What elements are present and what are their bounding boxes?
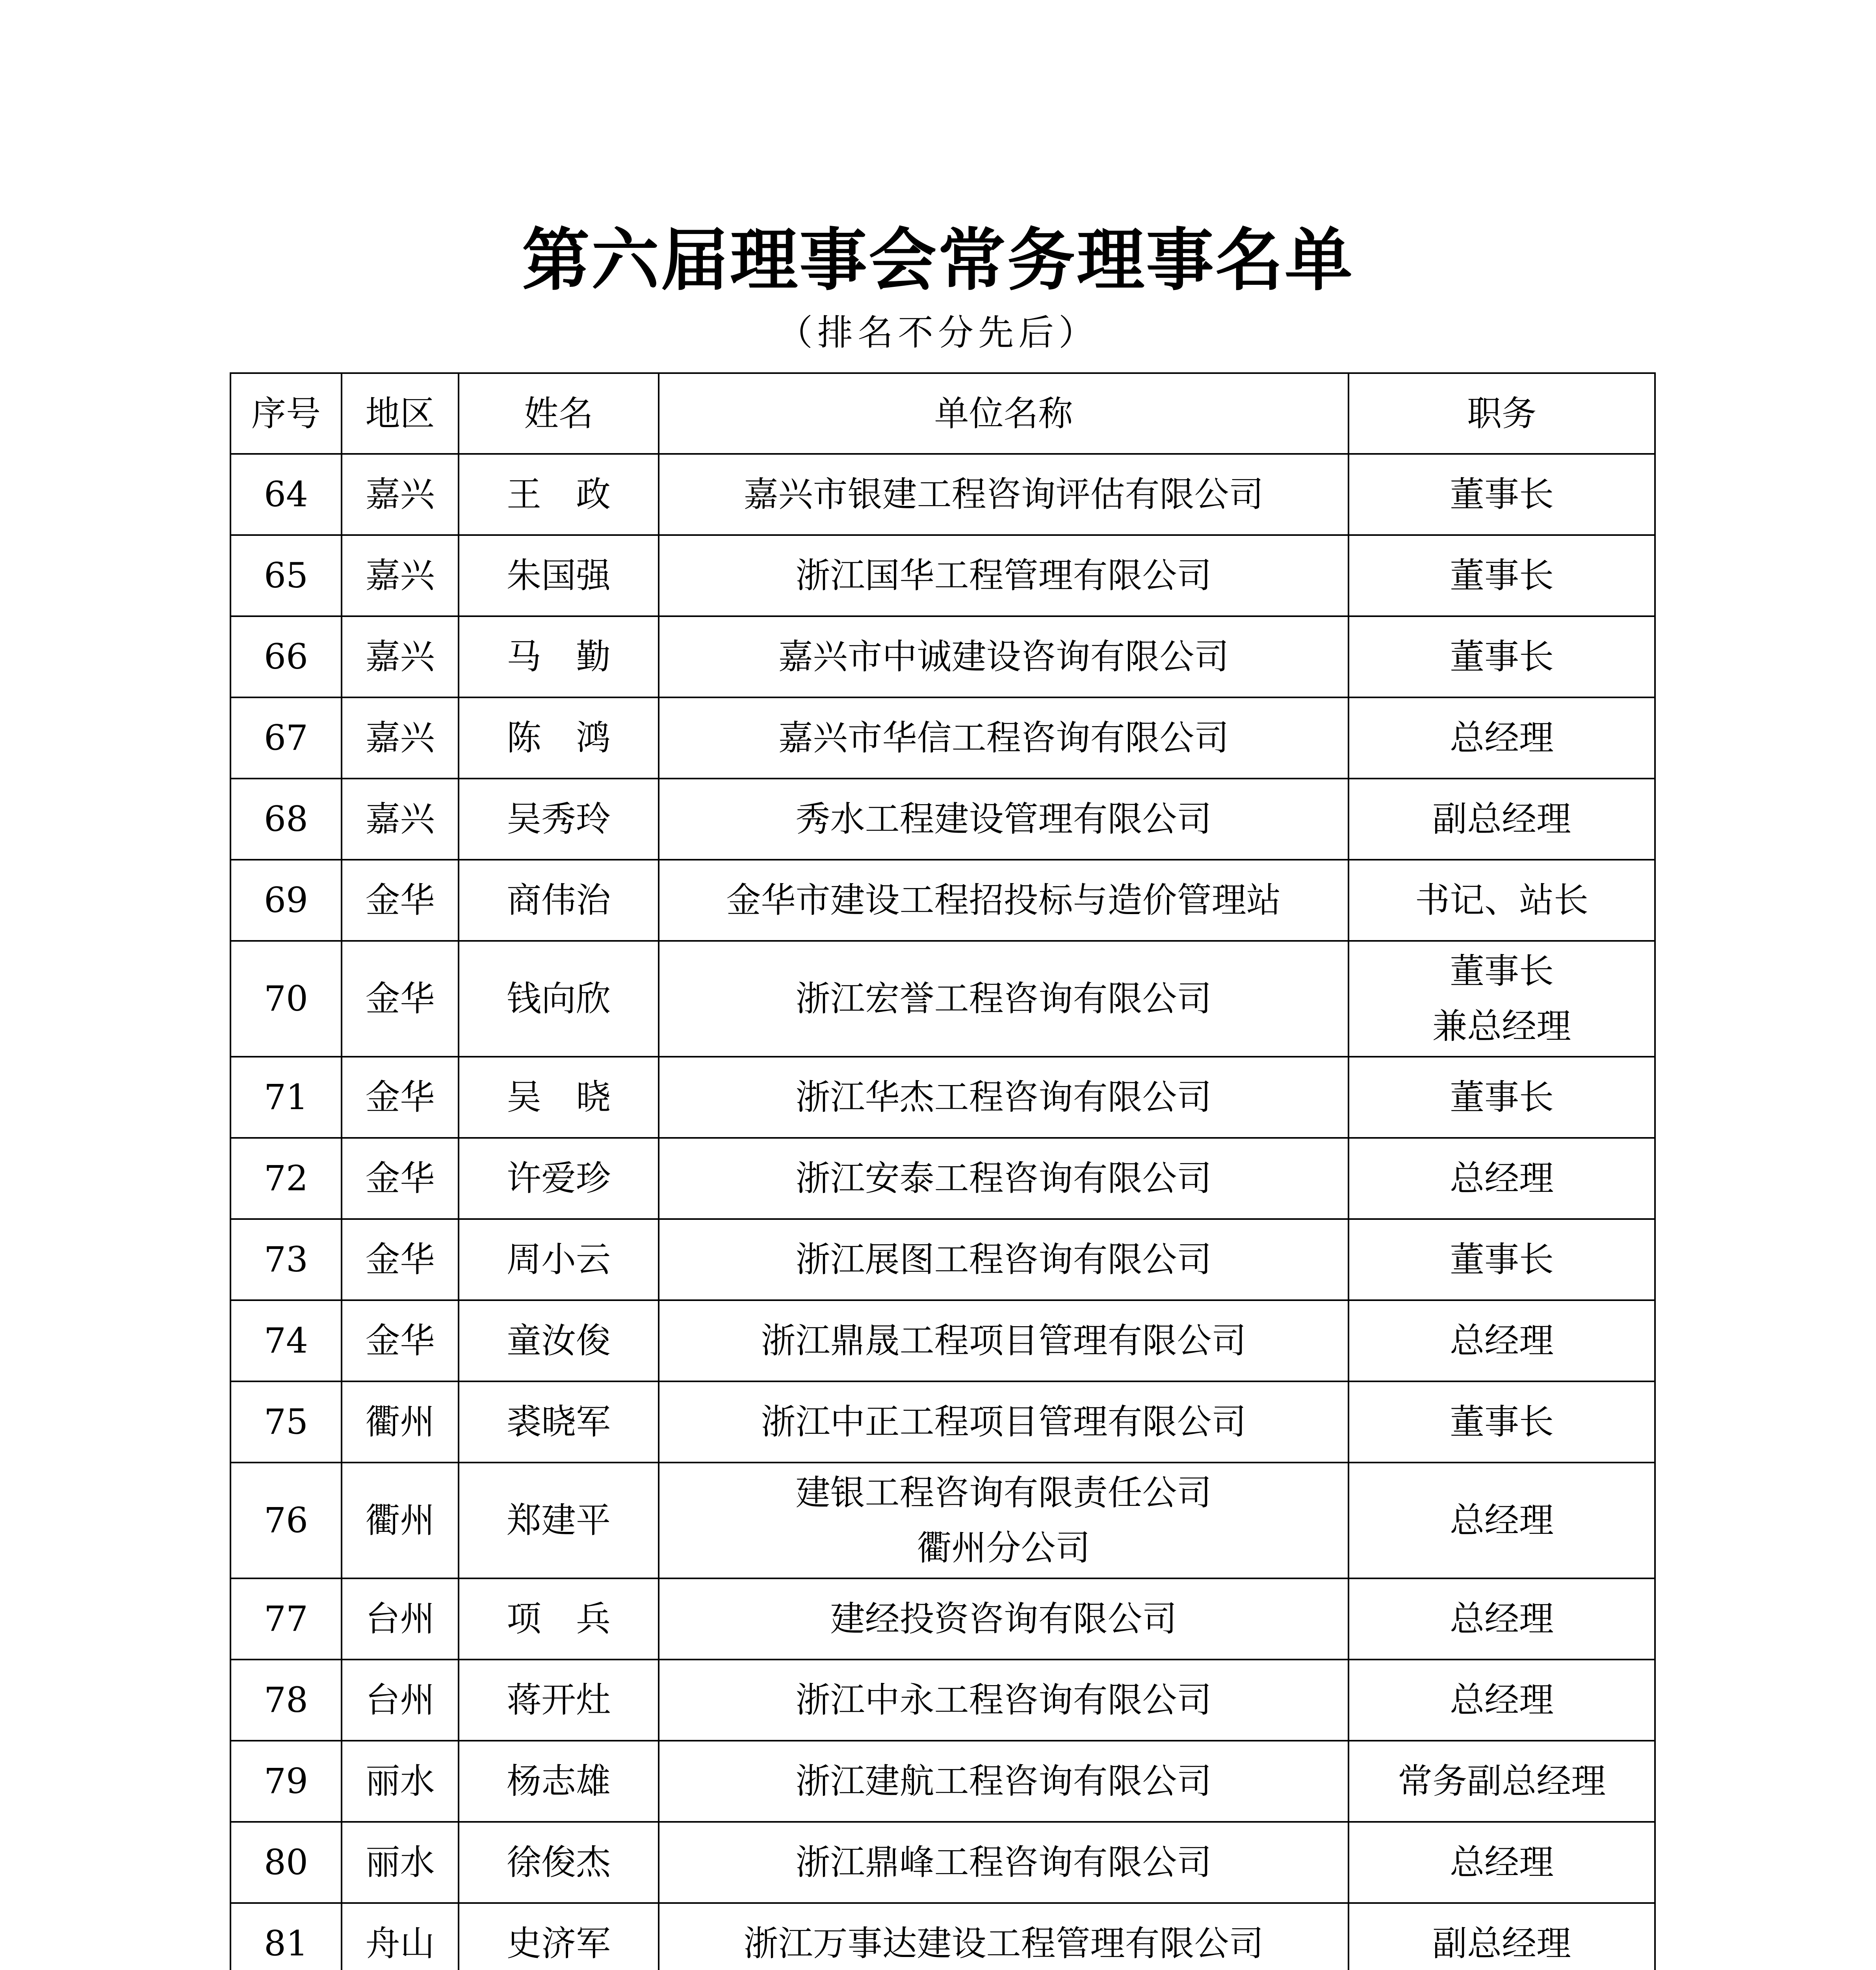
cell-position: 总经理: [1348, 1660, 1655, 1741]
cell-position: 董事长: [1348, 1381, 1655, 1463]
cell-seq: 80: [230, 1822, 342, 1903]
cell-seq: 74: [230, 1300, 342, 1381]
table-row: [230, 1660, 1655, 1741]
table-row: [230, 1138, 1655, 1219]
cell-region: 金华: [342, 1138, 459, 1219]
header-name: 姓名: [459, 373, 659, 454]
cell-seq: 76: [230, 1463, 342, 1578]
table-row: [230, 1903, 1655, 1970]
cell-position: 董事长: [1348, 454, 1655, 535]
table-row: [230, 860, 1655, 941]
cell-name: 吴秀玲: [459, 779, 659, 860]
cell-position: 董事长: [1348, 1057, 1655, 1138]
cell-region: 衢州: [342, 1381, 459, 1463]
cell-position: 总经理: [1348, 1300, 1655, 1381]
cell-unit: 建银工程咨询有限责任公司 衢州分公司: [659, 1463, 1348, 1578]
table-row: [230, 1381, 1655, 1463]
cell-region: 台州: [342, 1660, 459, 1741]
cell-seq: 81: [230, 1903, 342, 1970]
table-row: [230, 454, 1655, 535]
cell-region: 金华: [342, 1057, 459, 1138]
cell-region: 嘉兴: [342, 697, 459, 779]
cell-unit: 秀水工程建设管理有限公司: [659, 779, 1348, 860]
table-row: [230, 1741, 1655, 1822]
cell-seq: 65: [230, 535, 342, 616]
cell-seq: 71: [230, 1057, 342, 1138]
cell-unit: 浙江安泰工程咨询有限公司: [659, 1138, 1348, 1219]
cell-name: 许爱珍: [459, 1138, 659, 1219]
cell-position: 副总经理: [1348, 779, 1655, 860]
cell-seq: 67: [230, 697, 342, 779]
cell-seq: 69: [230, 860, 342, 941]
cell-region: 丽水: [342, 1822, 459, 1903]
cell-seq: 64: [230, 454, 342, 535]
cell-region: 嘉兴: [342, 616, 459, 697]
cell-seq: 78: [230, 1660, 342, 1741]
cell-seq: 79: [230, 1741, 342, 1822]
cell-region: 丽水: [342, 1741, 459, 1822]
cell-position: 董事长: [1348, 616, 1655, 697]
cell-unit: 浙江展图工程咨询有限公司: [659, 1219, 1348, 1300]
table-row: [230, 779, 1655, 860]
cell-unit: 浙江国华工程管理有限公司: [659, 535, 1348, 616]
table-header-row: [230, 373, 1655, 454]
cell-unit: 浙江中正工程项目管理有限公司: [659, 1381, 1348, 1463]
cell-position: 董事长: [1348, 535, 1655, 616]
cell-seq: 72: [230, 1138, 342, 1219]
table-row: [230, 1822, 1655, 1903]
cell-name: 王 政: [459, 454, 659, 535]
cell-name: 杨志雄: [459, 1741, 659, 1822]
document-subtitle: （排名不分先后）: [777, 312, 1099, 353]
cell-seq: 75: [230, 1381, 342, 1463]
cell-unit: 浙江华杰工程咨询有限公司: [659, 1057, 1348, 1138]
cell-region: 衢州: [342, 1463, 459, 1578]
cell-name: 商伟治: [459, 860, 659, 941]
cell-region: 嘉兴: [342, 779, 459, 860]
table-row: [230, 941, 1655, 1057]
member-table: [230, 372, 1656, 1970]
cell-unit: 浙江中永工程咨询有限公司: [659, 1660, 1348, 1741]
cell-name: 马 勤: [459, 616, 659, 697]
cell-name: 项 兵: [459, 1578, 659, 1660]
cell-position: 董事长 兼总经理: [1348, 941, 1655, 1057]
header-unit: 单位名称: [659, 373, 1348, 454]
cell-seq: 70: [230, 941, 342, 1057]
cell-region: 金华: [342, 1300, 459, 1381]
cell-region: 金华: [342, 860, 459, 941]
cell-name: 童汝俊: [459, 1300, 659, 1381]
cell-region: 金华: [342, 941, 459, 1057]
cell-region: 台州: [342, 1578, 459, 1660]
table-row: [230, 1463, 1655, 1578]
cell-name: 朱国强: [459, 535, 659, 616]
cell-name: 裘晓军: [459, 1381, 659, 1463]
cell-name: 郑建平: [459, 1463, 659, 1578]
cell-name: 周小云: [459, 1219, 659, 1300]
cell-seq: 66: [230, 616, 342, 697]
cell-unit: 浙江建航工程咨询有限公司: [659, 1741, 1348, 1822]
cell-position: 总经理: [1348, 697, 1655, 779]
table-row: [230, 1219, 1655, 1300]
table-row: [230, 1057, 1655, 1138]
cell-seq: 73: [230, 1219, 342, 1300]
cell-position: 副总经理: [1348, 1903, 1655, 1970]
cell-region: 嘉兴: [342, 535, 459, 616]
table-body: [230, 454, 1655, 1970]
cell-unit: 浙江万事达建设工程管理有限公司: [659, 1903, 1348, 1970]
cell-position: 总经理: [1348, 1822, 1655, 1903]
cell-name: 钱向欣: [459, 941, 659, 1057]
header-position: 职务: [1348, 373, 1655, 454]
document-title: 第六届理事会常务理事名单: [522, 220, 1354, 300]
cell-unit: 嘉兴市中诚建设咨询有限公司: [659, 616, 1348, 697]
cell-seq: 68: [230, 779, 342, 860]
cell-unit: 嘉兴市华信工程咨询有限公司: [659, 697, 1348, 779]
table-row: [230, 535, 1655, 616]
cell-unit: 金华市建设工程招投标与造价管理站: [659, 860, 1348, 941]
cell-seq: 77: [230, 1578, 342, 1660]
cell-unit: 浙江宏誉工程咨询有限公司: [659, 941, 1348, 1057]
table-row: [230, 616, 1655, 697]
table-row: [230, 697, 1655, 779]
table-row: [230, 1578, 1655, 1660]
cell-name: 徐俊杰: [459, 1822, 659, 1903]
cell-unit: 浙江鼎晟工程项目管理有限公司: [659, 1300, 1348, 1381]
cell-name: 陈 鸿: [459, 697, 659, 779]
header-region: 地区: [342, 373, 459, 454]
table-row: [230, 1300, 1655, 1381]
cell-position: 总经理: [1348, 1463, 1655, 1578]
cell-position: 总经理: [1348, 1578, 1655, 1660]
header-seq: 序号: [230, 373, 342, 454]
cell-region: 舟山: [342, 1903, 459, 1970]
cell-unit: 建经投资咨询有限公司: [659, 1578, 1348, 1660]
cell-name: 吴 晓: [459, 1057, 659, 1138]
cell-unit: 嘉兴市银建工程咨询评估有限公司: [659, 454, 1348, 535]
cell-position: 董事长: [1348, 1219, 1655, 1300]
cell-position: 常务副总经理: [1348, 1741, 1655, 1822]
cell-name: 史济军: [459, 1903, 659, 1970]
cell-region: 嘉兴: [342, 454, 459, 535]
cell-name: 蒋开灶: [459, 1660, 659, 1741]
cell-region: 金华: [342, 1219, 459, 1300]
cell-position: 总经理: [1348, 1138, 1655, 1219]
cell-unit: 浙江鼎峰工程咨询有限公司: [659, 1822, 1348, 1903]
cell-position: 书记、站长: [1348, 860, 1655, 941]
